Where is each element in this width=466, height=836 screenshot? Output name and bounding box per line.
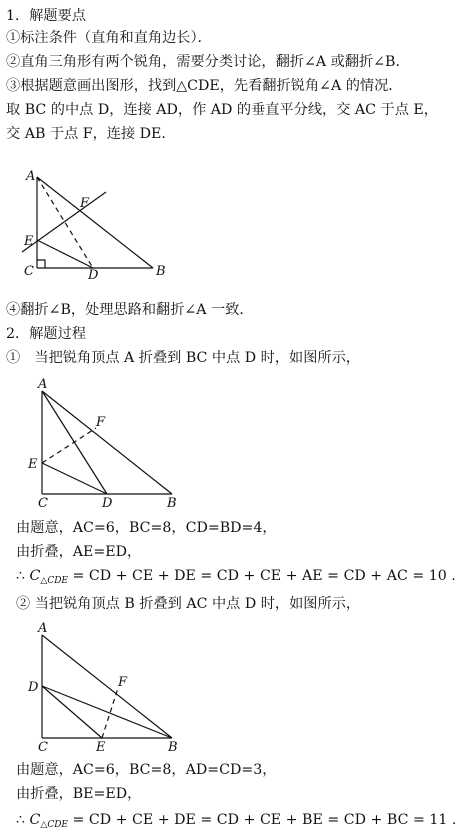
therefore-symbol: ∴ (16, 568, 26, 584)
fig3-segment-db (42, 686, 172, 738)
fig1-label-e: E (24, 234, 34, 249)
fig2-label-d: D (102, 496, 113, 511)
fig3-label-b: B (168, 740, 178, 755)
fig1-label-d: D (88, 268, 99, 283)
point-4: ④翻折∠B，处理思路和翻折∠A 一致． (6, 302, 254, 318)
fig1-label-b: B (156, 264, 166, 279)
fig3-label-d: D (28, 680, 39, 695)
case1-heading: ① 当把锐角顶点 A 折叠到 BC 中点 D 时，如图所示， (6, 350, 360, 366)
point-3: ③根据题意画出图形，找到△CDE，先看翻折锐角∠A 的情况． (6, 78, 403, 94)
perimeter-subscript: △CDE (40, 576, 68, 586)
perimeter-symbol: C (29, 568, 41, 584)
point-3-cont-2: 交 AB 于点 F，连接 DE． (6, 126, 176, 142)
fig3-label-c: C (38, 740, 48, 755)
section1-title: 1．解题要点 (6, 8, 86, 24)
case1-fold: 由折叠，AE=ED， (16, 544, 142, 560)
case2-heading: ② 当把锐角顶点 B 折叠到 AC 中点 D 时，如图所示， (16, 596, 361, 612)
section2-title: 2．解题过程 (6, 326, 86, 342)
point-3-cont-1: 取 BC 的中点 D，连接 AD，作 AD 的垂直平分线，交 AC 于点 E， (6, 102, 438, 118)
fig3-label-e: E (96, 740, 106, 755)
fig2-label-e: E (28, 457, 38, 472)
fig1-label-c: C (24, 264, 34, 279)
case2-given: 由题意，AC=6，BC=8，AD=CD=3， (16, 762, 277, 778)
perimeter-symbol: C (29, 812, 41, 828)
case2-perimeter (16, 810, 456, 835)
fig3-segment-de (42, 686, 102, 738)
fig1-label-f: F (80, 196, 90, 211)
therefore-symbol: ∴ (16, 812, 26, 828)
perimeter-formula: = CD + CE + DE = CD + CE + AE = CD + AC = 10 . (68, 568, 456, 584)
fig3-label-a: A (38, 621, 48, 636)
point-1: ①标注条件（直角和直角边长）． (6, 30, 212, 46)
fig2-label-f: F (96, 415, 106, 430)
case2-fold: 由折叠，BE=ED， (16, 786, 142, 802)
perimeter-formula: = CD + CE + DE = CD + CE + BE = CD + BC = 11 . (68, 812, 457, 828)
fig3-side-ab (42, 635, 172, 738)
point-2: ②直角三角形有两个锐角，需要分类讨论，翻折∠A 或翻折∠B． (6, 54, 410, 70)
fig3-label-f: F (118, 675, 128, 690)
case1-given: 由题意，AC=6，BC=8，CD=BD=4， (16, 520, 277, 536)
fig2-label-a: A (38, 377, 48, 392)
perimeter-subscript: △CDE (40, 820, 68, 830)
fig1-label-a: A (26, 169, 36, 184)
fig2-label-c: C (38, 496, 48, 511)
fig2-label-b: B (167, 496, 177, 511)
